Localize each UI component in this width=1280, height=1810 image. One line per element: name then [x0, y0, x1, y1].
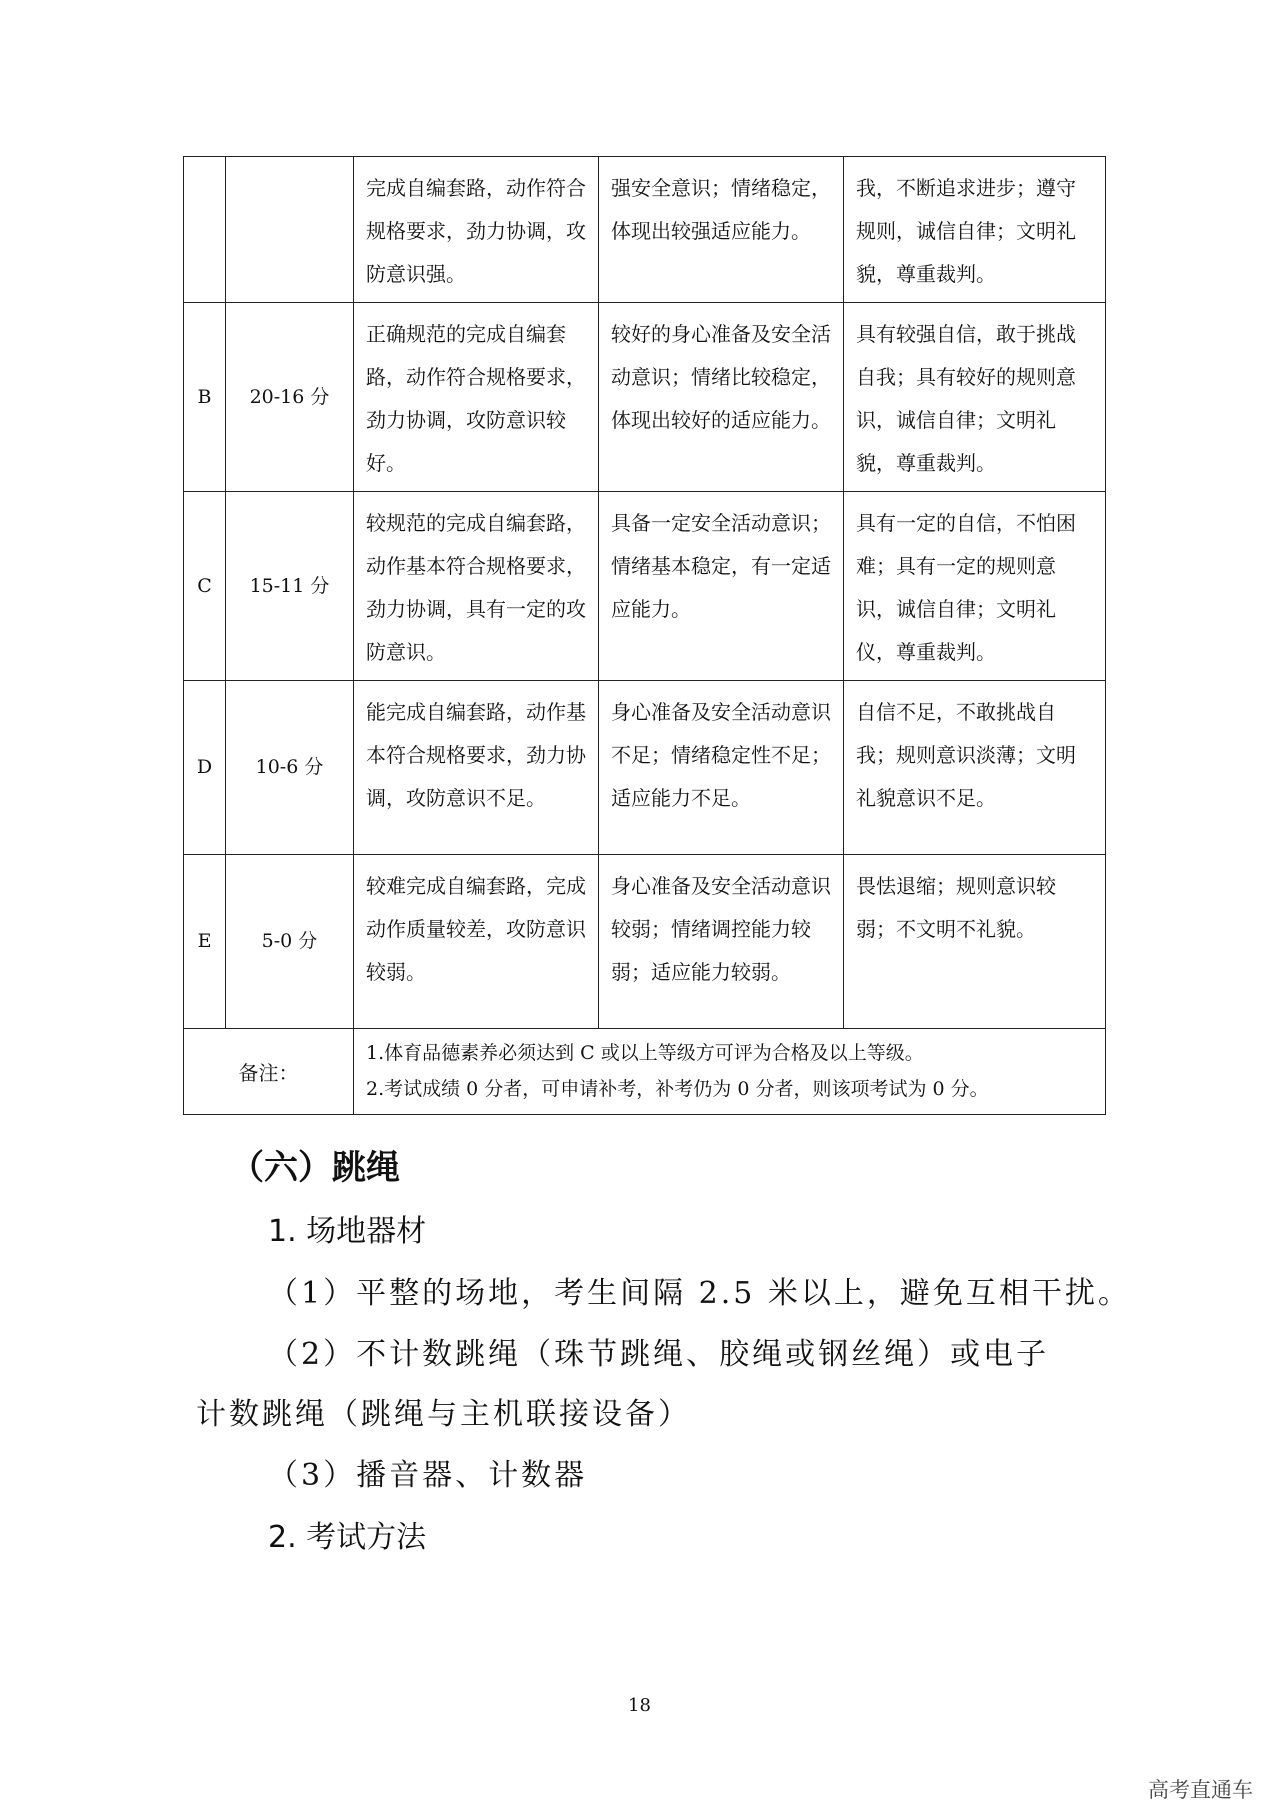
conduct-cell: 畏怯退缩；规则意识较弱；不文明不礼貌。	[844, 855, 1106, 1029]
table-row	[184, 492, 1106, 681]
notes-row	[184, 1029, 1106, 1115]
section-title: （六）跳绳	[230, 1148, 400, 1188]
score-range-cell: 15-11 分	[226, 492, 354, 681]
technique-cell: 能完成自编套路，动作基本符合规格要求，劲力协调，攻防意识不足。	[354, 681, 599, 855]
table-row	[184, 855, 1106, 1029]
score-range-cell: 5-0 分	[226, 855, 354, 1029]
mental-cell: 具备一定安全活动意识；情绪基本稳定，有一定适应能力。	[599, 492, 844, 681]
note-item: 2.考试成绩 0 分者，可申请补考，补考仍为 0 分者，则该项考试为 0 分。	[366, 1078, 989, 1100]
paragraph: （3）播音器、计数器	[268, 1458, 588, 1493]
level-cell: C	[184, 492, 226, 681]
level-cell: B	[184, 303, 226, 492]
mental-cell: 强安全意识；情绪稳定，体现出较强适应能力。	[599, 157, 844, 303]
notes-cell	[354, 1029, 1106, 1115]
conduct-cell: 具有一定的自信，不怕困难；具有一定的规则意识，诚信自律；文明礼仪，尊重裁判。	[844, 492, 1106, 681]
technique-cell: 正确规范的完成自编套路，动作符合规格要求，劲力协调，攻防意识较好。	[354, 303, 599, 492]
paragraph: （2）不计数跳绳（珠节跳绳、胶绳或钢丝绳）或电子	[268, 1337, 1050, 1372]
level-cell: E	[184, 855, 226, 1029]
technique-cell: 较难完成自编套路，完成动作质量较差，攻防意识较弱。	[354, 855, 599, 1029]
level-cell	[184, 157, 226, 303]
subsection-heading: 1. 场地器材	[268, 1214, 427, 1249]
note-item: 1.体育品德素养必须达到 C 或以上等级方可评为合格及以上等级。	[366, 1042, 924, 1064]
score-range-cell: 10-6 分	[226, 681, 354, 855]
table-row	[184, 157, 1106, 303]
subsection-heading: 2. 考试方法	[268, 1520, 427, 1555]
conduct-cell: 我，不断追求进步；遵守规则，诚信自律；文明礼貌，尊重裁判。	[844, 157, 1106, 303]
conduct-cell: 自信不足，不敢挑战自我；规则意识淡薄；文明礼貌意识不足。	[844, 681, 1106, 855]
watermark: 高考直通车	[1148, 1778, 1253, 1802]
mental-cell: 身心准备及安全活动意识较弱；情绪调控能力较弱；适应能力较弱。	[599, 855, 844, 1029]
mental-cell: 身心准备及安全活动意识不足；情绪稳定性不足；适应能力不足。	[599, 681, 844, 855]
table-row	[184, 303, 1106, 492]
conduct-cell: 具有较强自信，敢于挑战自我；具有较好的规则意识，诚信自律；文明礼貌，尊重裁判。	[844, 303, 1106, 492]
mental-cell: 较好的身心准备及安全活动意识；情绪比较稳定，体现出较好的适应能力。	[599, 303, 844, 492]
score-range-cell: 20-16 分	[226, 303, 354, 492]
score-range-cell	[226, 157, 354, 303]
technique-cell: 较规范的完成自编套路，动作基本符合规格要求，劲力协调，具有一定的攻防意识。	[354, 492, 599, 681]
page-number: 18	[628, 1695, 651, 1716]
technique-cell: 完成自编套路，动作符合规格要求，劲力协调，攻防意识强。	[354, 157, 599, 303]
table-row	[184, 681, 1106, 855]
level-cell: D	[184, 681, 226, 855]
paragraph: （1）平整的场地，考生间隔 2.5 米以上，避免互相干扰。	[268, 1276, 1131, 1311]
notes-label: 备注：	[184, 1029, 354, 1115]
grading-table	[183, 156, 1106, 1115]
paragraph: 计数跳绳（跳绳与主机联接设备）	[196, 1397, 691, 1432]
